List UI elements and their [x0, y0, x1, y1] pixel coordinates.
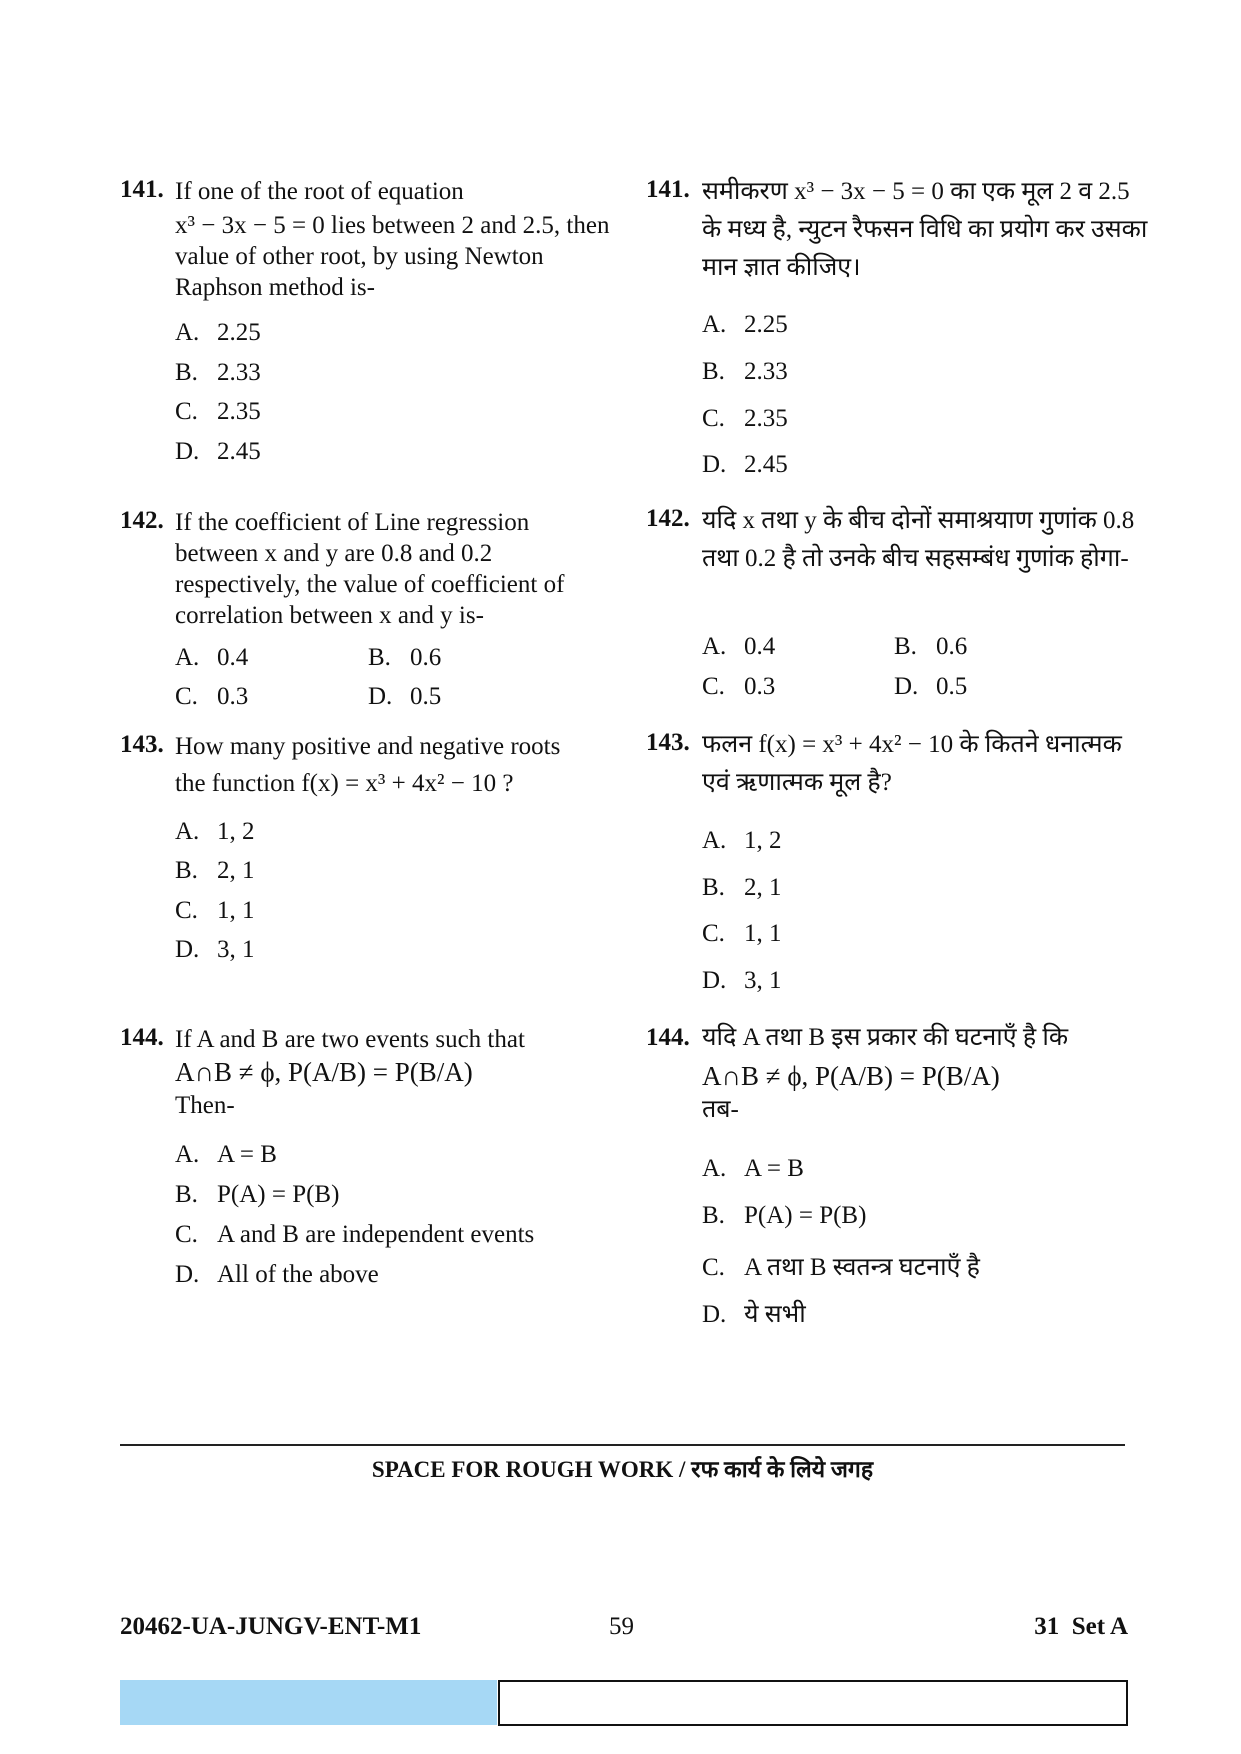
option-d[interactable]: D. 2.45	[175, 438, 261, 465]
rough-work-heading: SPACE FOR ROUGH WORK / रफ कार्य के लिये जगह	[371, 1457, 874, 1482]
question-text	[175, 176, 615, 303]
question-text-prefix: the function	[175, 770, 296, 797]
question-text	[175, 1024, 615, 1121]
equation: f(x) = x³ + 4x² − 10	[758, 731, 954, 758]
equation: A∩B ≠ ϕ, P(A/B) = P(B/A)	[175, 1057, 473, 1087]
footer-blank-box	[498, 1680, 1128, 1726]
option-b[interactable]: B. 2.33	[702, 358, 788, 385]
equation: f(x) = x³ + 4x² − 10 ?	[301, 770, 514, 797]
question-number: 143.	[646, 729, 690, 756]
option-a[interactable]: A. A = B	[702, 1155, 804, 1182]
option-a[interactable]: A. 1, 2	[175, 818, 255, 845]
question-text	[702, 726, 1152, 802]
footer-color-bar	[120, 1680, 497, 1725]
option-c[interactable]: C. 2.35	[702, 405, 788, 432]
option-d[interactable]: D. 2.45	[702, 451, 788, 478]
option-d[interactable]: D. 3, 1	[175, 936, 255, 963]
option-b[interactable]: B. 2.33	[175, 359, 261, 386]
question-text	[702, 173, 1152, 287]
option-a[interactable]: A. 0.4	[702, 633, 776, 660]
question-text-line: If one of the root of equation	[175, 178, 464, 205]
option-a[interactable]: A. 0.4	[175, 644, 249, 671]
option-b[interactable]: B. P(A) = P(B)	[702, 1202, 867, 1229]
option-a[interactable]: A. 2.25	[702, 311, 788, 338]
question-text: यदि x तथा y के बीच दोनों समाश्रयाण गुणांक 0.8 तथा 0.2 है तो उनके बीच सहसम्बंध गुणांक होगा-	[702, 507, 1135, 572]
option-d[interactable]: D. All of the above	[175, 1261, 379, 1288]
question-text	[175, 731, 655, 799]
question-text-prefix: समीकरण	[702, 178, 788, 205]
option-b[interactable]: B. 0.6	[894, 633, 968, 660]
option-d[interactable]: D. 3, 1	[702, 967, 782, 994]
question-number: 143.	[120, 731, 164, 758]
equation: x³ − 3x − 5 = 0	[175, 212, 325, 239]
option-b[interactable]: B. 2, 1	[175, 857, 255, 884]
question-text-continued	[175, 210, 615, 303]
option-c[interactable]: C. 1, 1	[702, 920, 782, 947]
question-text-tail: lies between 2 and 2.5, then value of other root, by using Newton Raphson method is-	[175, 212, 610, 301]
option-b[interactable]: B. 0.6	[368, 644, 442, 671]
paper-code: 20462-UA-JUNGV-ENT-M1	[120, 1613, 422, 1640]
option-d[interactable]: D. ये सभी	[702, 1301, 806, 1328]
option-c[interactable]: C. A and B are independent events	[175, 1221, 535, 1248]
equation: A∩B ≠ ϕ, P(A/B) = P(B/A)	[702, 1061, 1000, 1091]
option-d[interactable]: D. 0.5	[894, 673, 968, 700]
question-text-tail: के कितने धनात्मक एवं ऋणात्मक मूल है?	[702, 731, 1122, 796]
question-text-line: How many positive and negative roots	[175, 733, 561, 760]
option-d[interactable]: D. 0.5	[368, 683, 442, 710]
question-text-tail: का एक मूल 2 व 2.5 के मध्य है, न्युटन रैफसन विधि का प्रयोग कर उसका मान ज्ञात कीजिए।	[702, 178, 1148, 281]
question-number: 141.	[120, 176, 164, 203]
question-text-continued	[175, 768, 655, 799]
option-a[interactable]: A. 1, 2	[702, 827, 782, 854]
option-c[interactable]: C. 0.3	[702, 673, 776, 700]
question-text	[702, 1021, 1152, 1127]
question-text-line: यदि A तथा B इस प्रकार की घटनाऍं है कि	[702, 1024, 1069, 1051]
equation: x³ − 3x − 5 = 0	[794, 178, 944, 205]
question-number: 142.	[120, 507, 164, 534]
question-number: 144.	[646, 1024, 690, 1051]
set-label: 31 Set A	[1034, 1613, 1128, 1640]
question-text-tail: Then-	[175, 1092, 235, 1119]
question-number: 141.	[646, 176, 690, 203]
option-b[interactable]: B. P(A) = P(B)	[175, 1181, 340, 1208]
option-c[interactable]: C. 2.35	[175, 398, 261, 425]
question-text-tail: तब-	[702, 1096, 739, 1123]
question-number: 142.	[646, 505, 690, 532]
question-text: If the coefficient of Line regression between x and y are 0.8 and 0.2 respectively, the value of coefficient of correlation between x and y is-	[175, 509, 565, 629]
option-c[interactable]: C. A तथा B स्वतन्त्र घटनाऍं है	[702, 1254, 980, 1281]
option-a[interactable]: A. A = B	[175, 1141, 277, 1168]
option-c[interactable]: C. 0.3	[175, 683, 249, 710]
page-number: 59	[609, 1613, 634, 1640]
question-text-line: If A and B are two events such that	[175, 1026, 525, 1053]
option-c[interactable]: C. 1, 1	[175, 897, 255, 924]
question-number: 144.	[120, 1024, 164, 1051]
option-b[interactable]: B. 2, 1	[702, 874, 782, 901]
rough-work-divider	[120, 1444, 1125, 1446]
question-text-prefix: फलन	[702, 731, 753, 758]
option-a[interactable]: A. 2.25	[175, 319, 261, 346]
